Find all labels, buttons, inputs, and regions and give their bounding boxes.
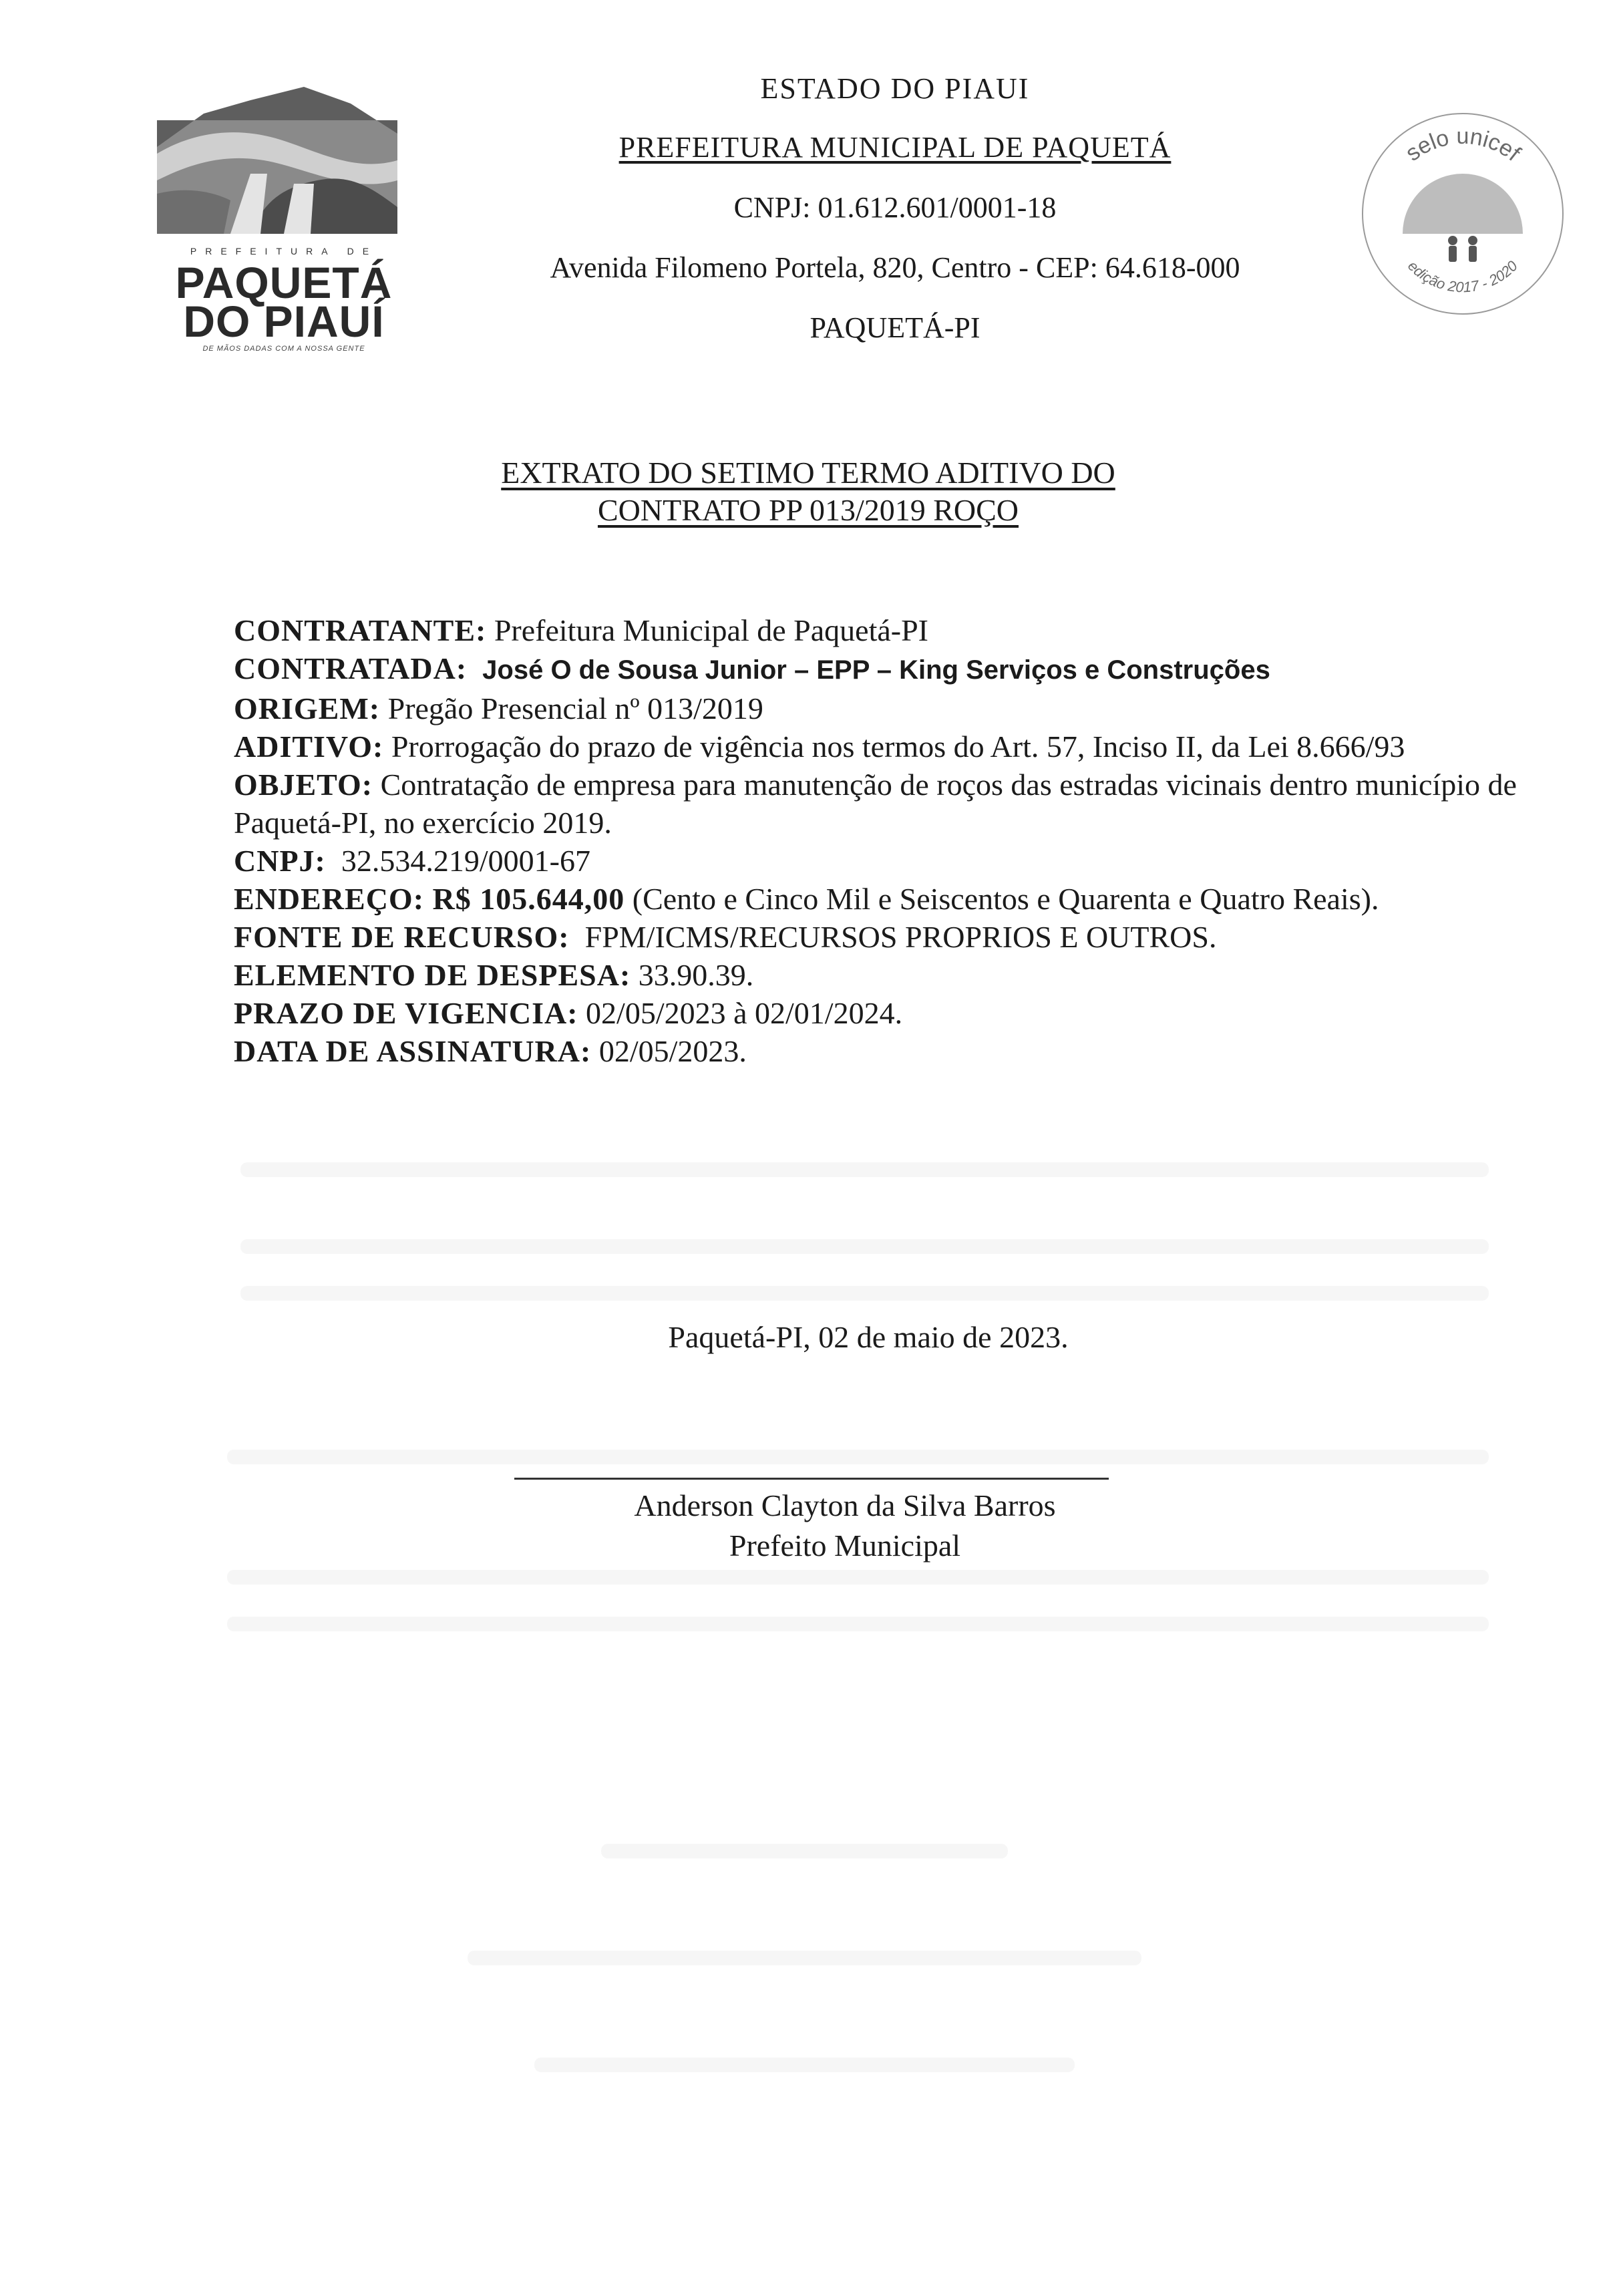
- children-icon: [1448, 236, 1477, 262]
- bleed-through-mark: [227, 1570, 1489, 1585]
- bleed-through-mark: [240, 1162, 1489, 1177]
- field-value: Contratação de empresa para manutenção de roços das estradas vicinais dentro município de Paquetá-PI, no exercício 2019.: [234, 768, 1517, 840]
- unicef-seal-icon: [1356, 107, 1570, 321]
- landscape-logo-icon: [150, 73, 417, 240]
- title-line1: EXTRATO DO SETIMO TERMO ADITIVO DO: [501, 456, 1115, 490]
- bleed-through-mark: [601, 1844, 1008, 1858]
- place-date: Paquetá-PI, 02 de maio de 2023.: [668, 1320, 1069, 1354]
- field-value: José O de Sousa Junior – EPP – King Serviços e Construções: [482, 655, 1270, 685]
- document-title: [267, 454, 1349, 529]
- bleed-through-mark: [240, 1286, 1489, 1301]
- contract-extract-body: [234, 611, 1536, 1070]
- bleed-through-mark: [227, 1617, 1489, 1631]
- field-endereco: [234, 880, 1536, 918]
- letterhead: [414, 72, 1376, 371]
- logo-tagline: DE MÃOS DADAS COM A NOSSA GENTE: [202, 345, 365, 353]
- logo-small-text: PREFEITURA DE: [190, 246, 378, 257]
- field-prazo-vigencia: [234, 994, 1536, 1032]
- field-objeto: [234, 766, 1536, 842]
- bleed-through-mark: [227, 1450, 1489, 1464]
- field-value: 33.90.39.: [631, 958, 754, 992]
- field-value: FPM/ICMS/RECURSOS PROPRIOS E OUTROS.: [584, 920, 1217, 954]
- seal-top-text: selo unicef: [1401, 124, 1526, 166]
- field-label: ADITIVO:: [234, 729, 384, 764]
- bleed-through-mark: [240, 1239, 1489, 1254]
- field-aditivo: [234, 727, 1536, 766]
- field-label: CONTRATADA:: [234, 651, 468, 685]
- title-line2: CONTRATO PP 013/2019 ROÇO: [597, 493, 1019, 527]
- field-fonte-recurso: [234, 918, 1536, 956]
- field-value: Pregão Presencial nº 013/2019: [380, 691, 763, 725]
- signer-name: Anderson Clayton da Silva Barros: [634, 1488, 1056, 1522]
- svg-text:edição 2017 - 2020: [1405, 257, 1521, 296]
- field-cnpj: [234, 842, 1536, 880]
- field-value: 32.534.219/0001-67: [341, 844, 590, 878]
- field-value: Prorrogação do prazo de vigência nos termos do Art. 57, Inciso II, da Lei 8.666/93: [383, 729, 1405, 764]
- field-label: CONTRATANTE:: [234, 613, 487, 647]
- state-name: ESTADO DO PIAUI: [760, 72, 1030, 105]
- field-label: PRAZO DE VIGENCIA:: [234, 996, 578, 1030]
- signer-block: [468, 1486, 1222, 1566]
- field-elemento-despesa: [234, 956, 1536, 994]
- signature-line: [514, 1478, 1109, 1480]
- prefeitura-logo: [150, 73, 417, 354]
- field-label: OBJETO:: [234, 768, 373, 802]
- header-cnpj: CNPJ: 01.612.601/0001-18: [733, 191, 1057, 224]
- field-label: CNPJ:: [234, 844, 326, 878]
- field-label: ORIGEM:: [234, 691, 381, 725]
- field-data-assinatura: [234, 1032, 1536, 1070]
- logo-city-line2: DO PIAUÍ: [183, 297, 385, 346]
- field-contratada: [234, 649, 1536, 689]
- prefeitura-name: PREFEITURA MUNICIPAL DE PAQUETÁ: [618, 131, 1172, 164]
- field-label: ELEMENTO DE DESPESA:: [234, 958, 631, 992]
- header-address: Avenida Filomeno Portela, 820, Centro - CEP: 64.618-000: [550, 251, 1240, 284]
- field-value: Prefeitura Municipal de Paquetá-PI: [486, 613, 929, 647]
- bleed-through-mark: [468, 1951, 1141, 1965]
- field-origem: [234, 689, 1536, 727]
- header-city: PAQUETÁ-PI: [810, 311, 980, 344]
- logo-city-line1: PAQUETÁ: [175, 258, 393, 307]
- field-value: 02/05/2023 à 02/01/2024.: [578, 996, 903, 1030]
- seal-bottom-text: edição 2017 - 2020: [1405, 257, 1521, 296]
- field-contratante: [234, 611, 1536, 649]
- svg-text:selo unicef: [1401, 124, 1525, 166]
- signer-title: Prefeito Municipal: [729, 1528, 961, 1563]
- bleed-through-mark: [534, 2058, 1075, 2072]
- unicef-seal: [1356, 107, 1570, 321]
- field-value: 02/05/2023.: [591, 1034, 747, 1068]
- field-label: DATA DE ASSINATURA:: [234, 1034, 592, 1068]
- field-label: FONTE DE RECURSO:: [234, 920, 570, 954]
- field-label: ENDEREÇO: R$ 105.644,00: [234, 882, 625, 916]
- field-value: (Cento e Cinco Mil e Seiscentos e Quarenta e Quatro Reais).: [624, 882, 1379, 916]
